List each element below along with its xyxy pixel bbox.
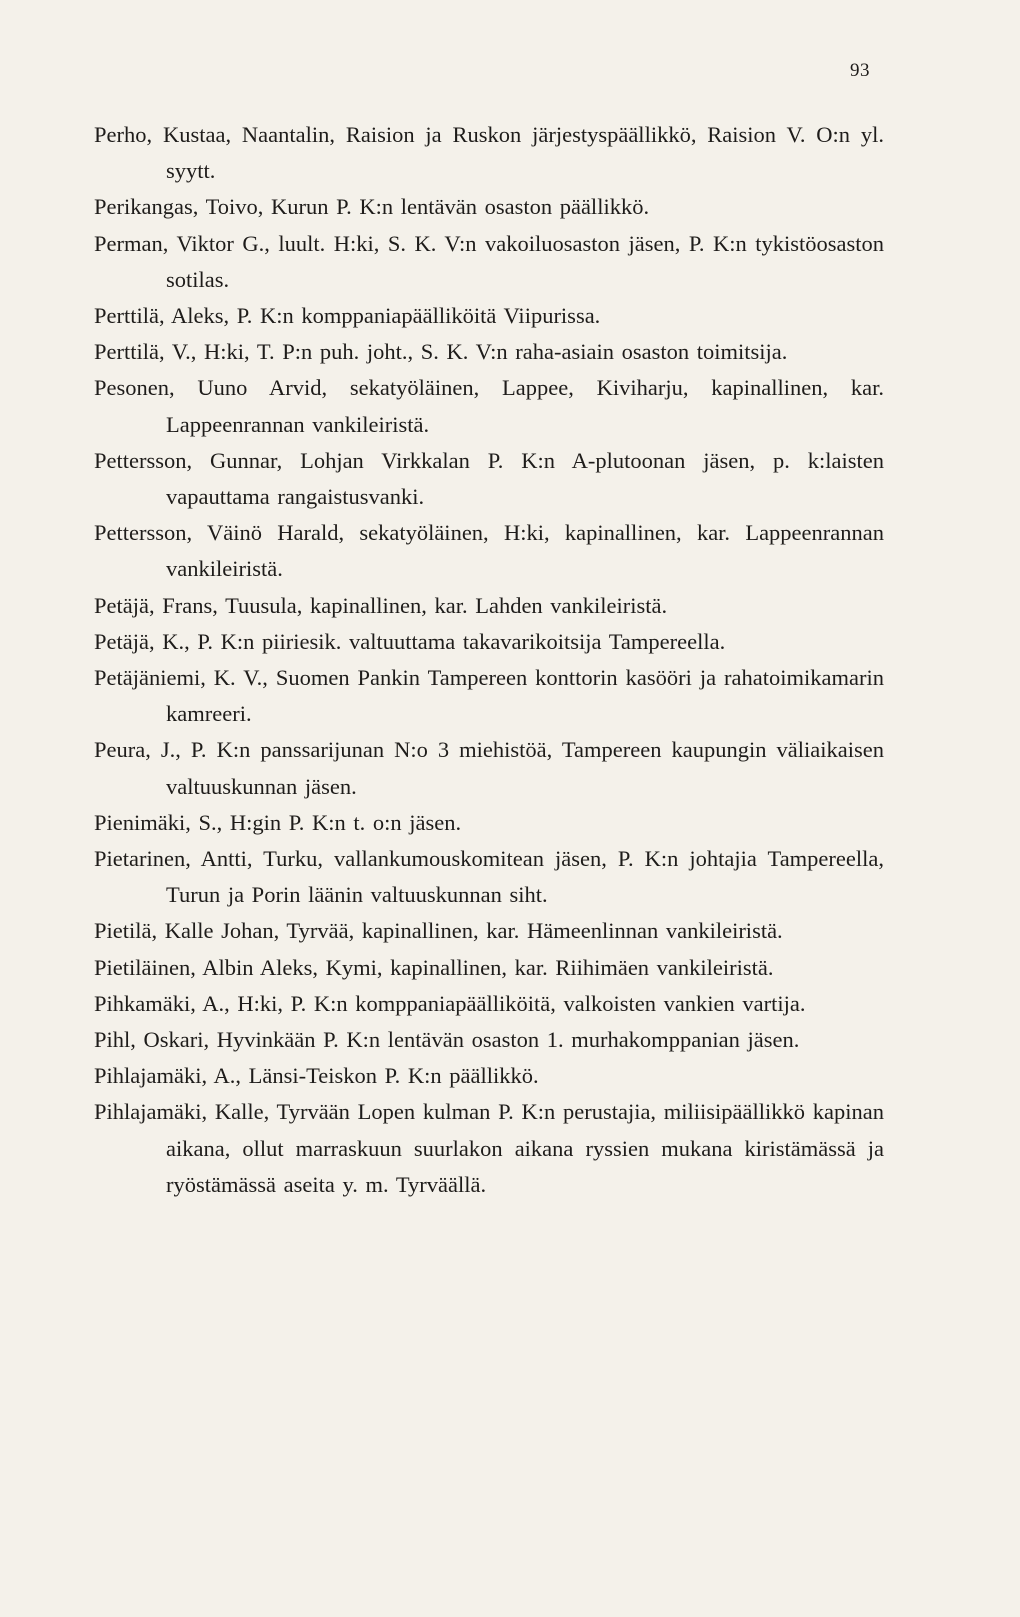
register-entry: Perman, Viktor G., luult. H:ki, S. K. V:n vakoiluosaston jäsen, P. K:n tykistöosaston sotilas. bbox=[94, 230, 884, 292]
register-entry: Perikangas, Toivo, Kurun P. K:n lentävän osaston päällikkö. bbox=[94, 194, 650, 220]
register-entry: Pienimäki, S., H:gin P. K:n t. o:n jäsen. bbox=[94, 809, 462, 835]
register-entry: Perttilä, Aleks, P. K:n komppaniapäälliköitä Viipurissa. bbox=[94, 303, 601, 329]
register-entry: Petäjä, K., P. K:n piiriesik. valtuuttama takavarikoitsija Tampereella. bbox=[94, 628, 726, 654]
register-entry: Pietilä, Kalle Johan, Tyrvää, kapinallinen, kar. Hämeenlinnan vankileiristä. bbox=[94, 918, 783, 944]
register-entry: Petäjä, Frans, Tuusula, kapinallinen, kar. Lahden vankileiristä. bbox=[94, 592, 668, 618]
page-number: 93 bbox=[850, 60, 870, 81]
register-entries bbox=[94, 117, 884, 1203]
register-entry: Pesonen, Uuno Arvid, sekatyöläinen, Lappee, Kiviharju, kapinallinen, kar. Lappeenrannan vankileiristä. bbox=[94, 375, 884, 437]
register-entry: Pettersson, Gunnar, Lohjan Virkkalan P. K:n A-plutoonan jäsen, p. k:laisten vapauttama rangaistusvanki. bbox=[94, 447, 884, 510]
register-entry: Peura, J., P. K:n panssarijunan N:o 3 miehistöä, Tampereen kaupungin väliaikaisen valtuuskunnan jäsen. bbox=[94, 737, 884, 799]
register-entry: Perttilä, V., H:ki, T. P:n puh. joht., S. K. V:n raha-asiain osaston toimitsija. bbox=[94, 339, 788, 365]
register-entry: Perho, Kustaa, Naantalin, Raision ja Ruskon järjestyspäällikkö, Raision V. O:n yl. syytt. bbox=[94, 122, 884, 184]
register-entry: Petäjäniemi, K. V., Suomen Pankin Tampereen konttorin kasööri ja rahatoimikamarin kamreeri. bbox=[94, 665, 884, 727]
register-entry: Pettersson, Väinö Harald, sekatyöläinen, H:ki, kapinallinen, kar. Lappeenrannan vankileiristä. bbox=[94, 520, 884, 582]
register-entry: Pihl, Oskari, Hyvinkään P. K:n lentävän osaston 1. murhakomppanian jäsen. bbox=[94, 1027, 800, 1053]
register-entry: Pihkamäki, A., H:ki, P. K:n komppaniapäälliköitä, valkoisten vankien vartija. bbox=[94, 990, 806, 1016]
register-entry: Pihlajamäki, A., Länsi-Teiskon P. K:n päällikkö. bbox=[94, 1063, 539, 1089]
register-entry: Pietiläinen, Albin Aleks, Kymi, kapinallinen, kar. Riihimäen vankileiristä. bbox=[94, 954, 774, 980]
register-entry: Pihlajamäki, Kalle, Tyrvään Lopen kulman P. K:n perustajia, miliisipäällikkö kapinan aikana, ollut marraskuun suurlakon aikana ryssien mukana kiristämässä ja ryöstämässä aseita y. m. Tyrväällä. bbox=[94, 1099, 884, 1197]
register-entry: Pietarinen, Antti, Turku, vallankumouskomitean jäsen, P. K:n johtajia Tampereella, Turun ja Porin läänin valtuuskunnan siht. bbox=[94, 846, 884, 908]
